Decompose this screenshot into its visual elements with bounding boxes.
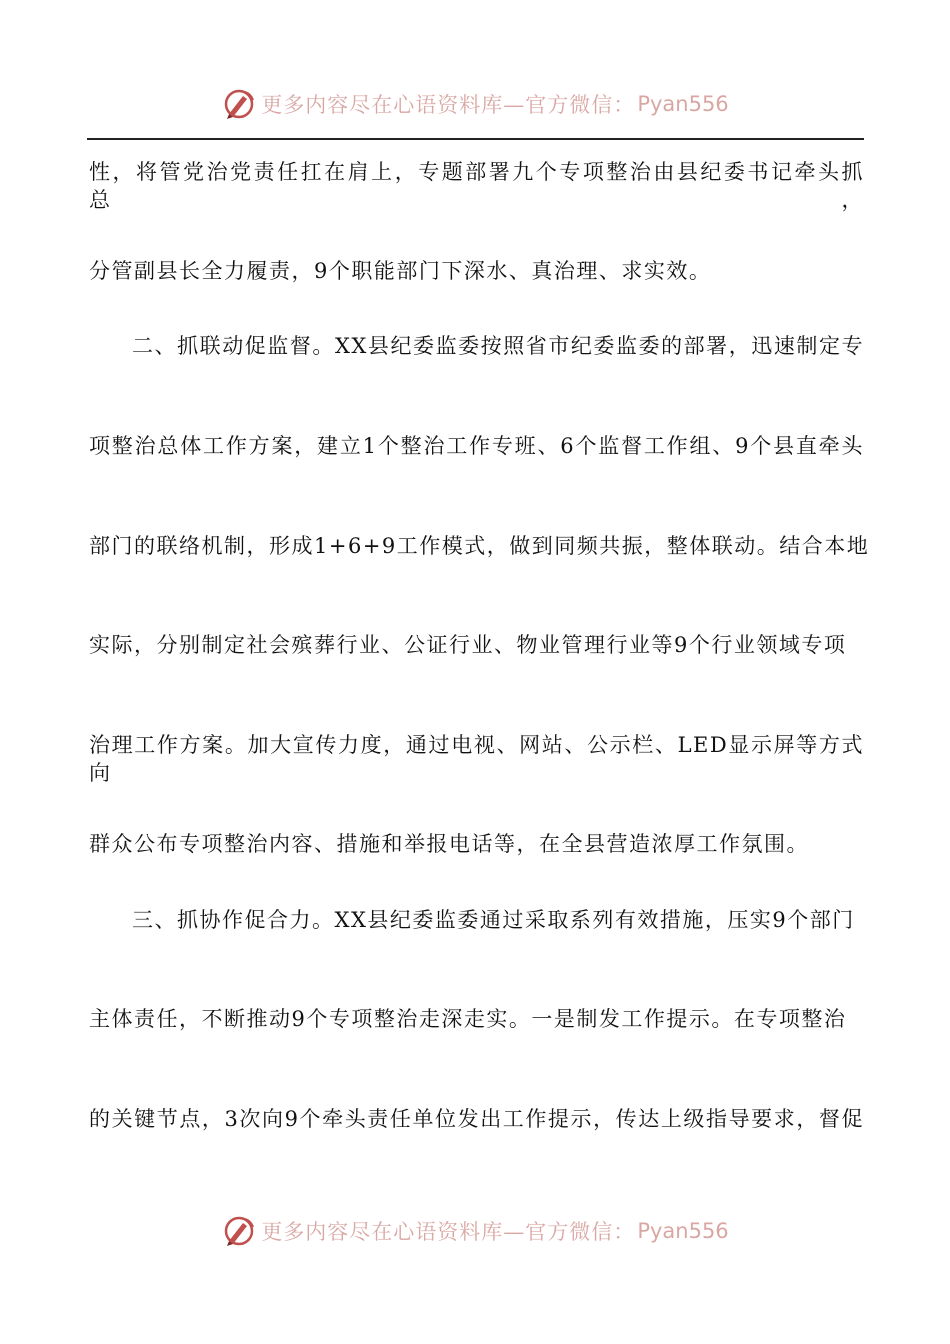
body-line-8: 群众公布专项整治内容、措施和举报电话等，在全县营造浓厚工作氛围。 bbox=[89, 832, 809, 856]
pen-logo-icon bbox=[221, 1213, 257, 1249]
body-line-7: 治理工作方案。加大宣传力度，通过电视、网站、公示栏、LED显示屏等方式向 bbox=[89, 733, 864, 785]
header-banner bbox=[0, 84, 950, 124]
footer-banner bbox=[0, 1211, 950, 1251]
header-banner-text: 更多内容尽在心语资料库—官方微信： bbox=[261, 93, 636, 117]
footer-wechat-id: Pyan556 bbox=[637, 1219, 729, 1243]
footer-banner-text: 更多内容尽在心语资料库—官方微信： bbox=[261, 1220, 636, 1244]
body-line-9: 三、抓协作促合力。XX县纪委监委通过采取系列有效措施，压实9个部门 bbox=[132, 908, 855, 932]
body-line-5: 部门的联络机制，形成1+6+9工作模式，做到同频共振，整体联动。结合本地 bbox=[89, 534, 870, 558]
body-line-10: 主体责任，不断推动9个专项整治走深走实。一是制发工作提示。在专项整治 bbox=[89, 1007, 847, 1031]
body-line-4: 项整治总体工作方案，建立1个整治工作专班、6个监督工作组、9个县直牵头 bbox=[89, 434, 864, 458]
header-wechat-id: Pyan556 bbox=[637, 92, 729, 116]
body-line-6: 实际，分别制定社会殡葬行业、公证行业、物业管理行业等9个行业领域专项 bbox=[89, 633, 847, 657]
pen-logo-icon bbox=[221, 86, 257, 122]
header-divider bbox=[87, 138, 864, 140]
body-line-1: 性，将管党治党责任扛在肩上，专题部署九个专项整治由县纪委书记牵头抓总， bbox=[89, 160, 864, 212]
body-line-11: 的关键节点，3次向9个牵头责任单位发出工作提示，传达上级指导要求，督促 bbox=[89, 1107, 864, 1131]
body-line-3: 二、抓联动促监督。XX县纪委监委按照省市纪委监委的部署，迅速制定专 bbox=[132, 334, 864, 358]
body-line-2: 分管副县长全力履责，9个职能部门下深水、真治理、求实效。 bbox=[89, 259, 712, 283]
